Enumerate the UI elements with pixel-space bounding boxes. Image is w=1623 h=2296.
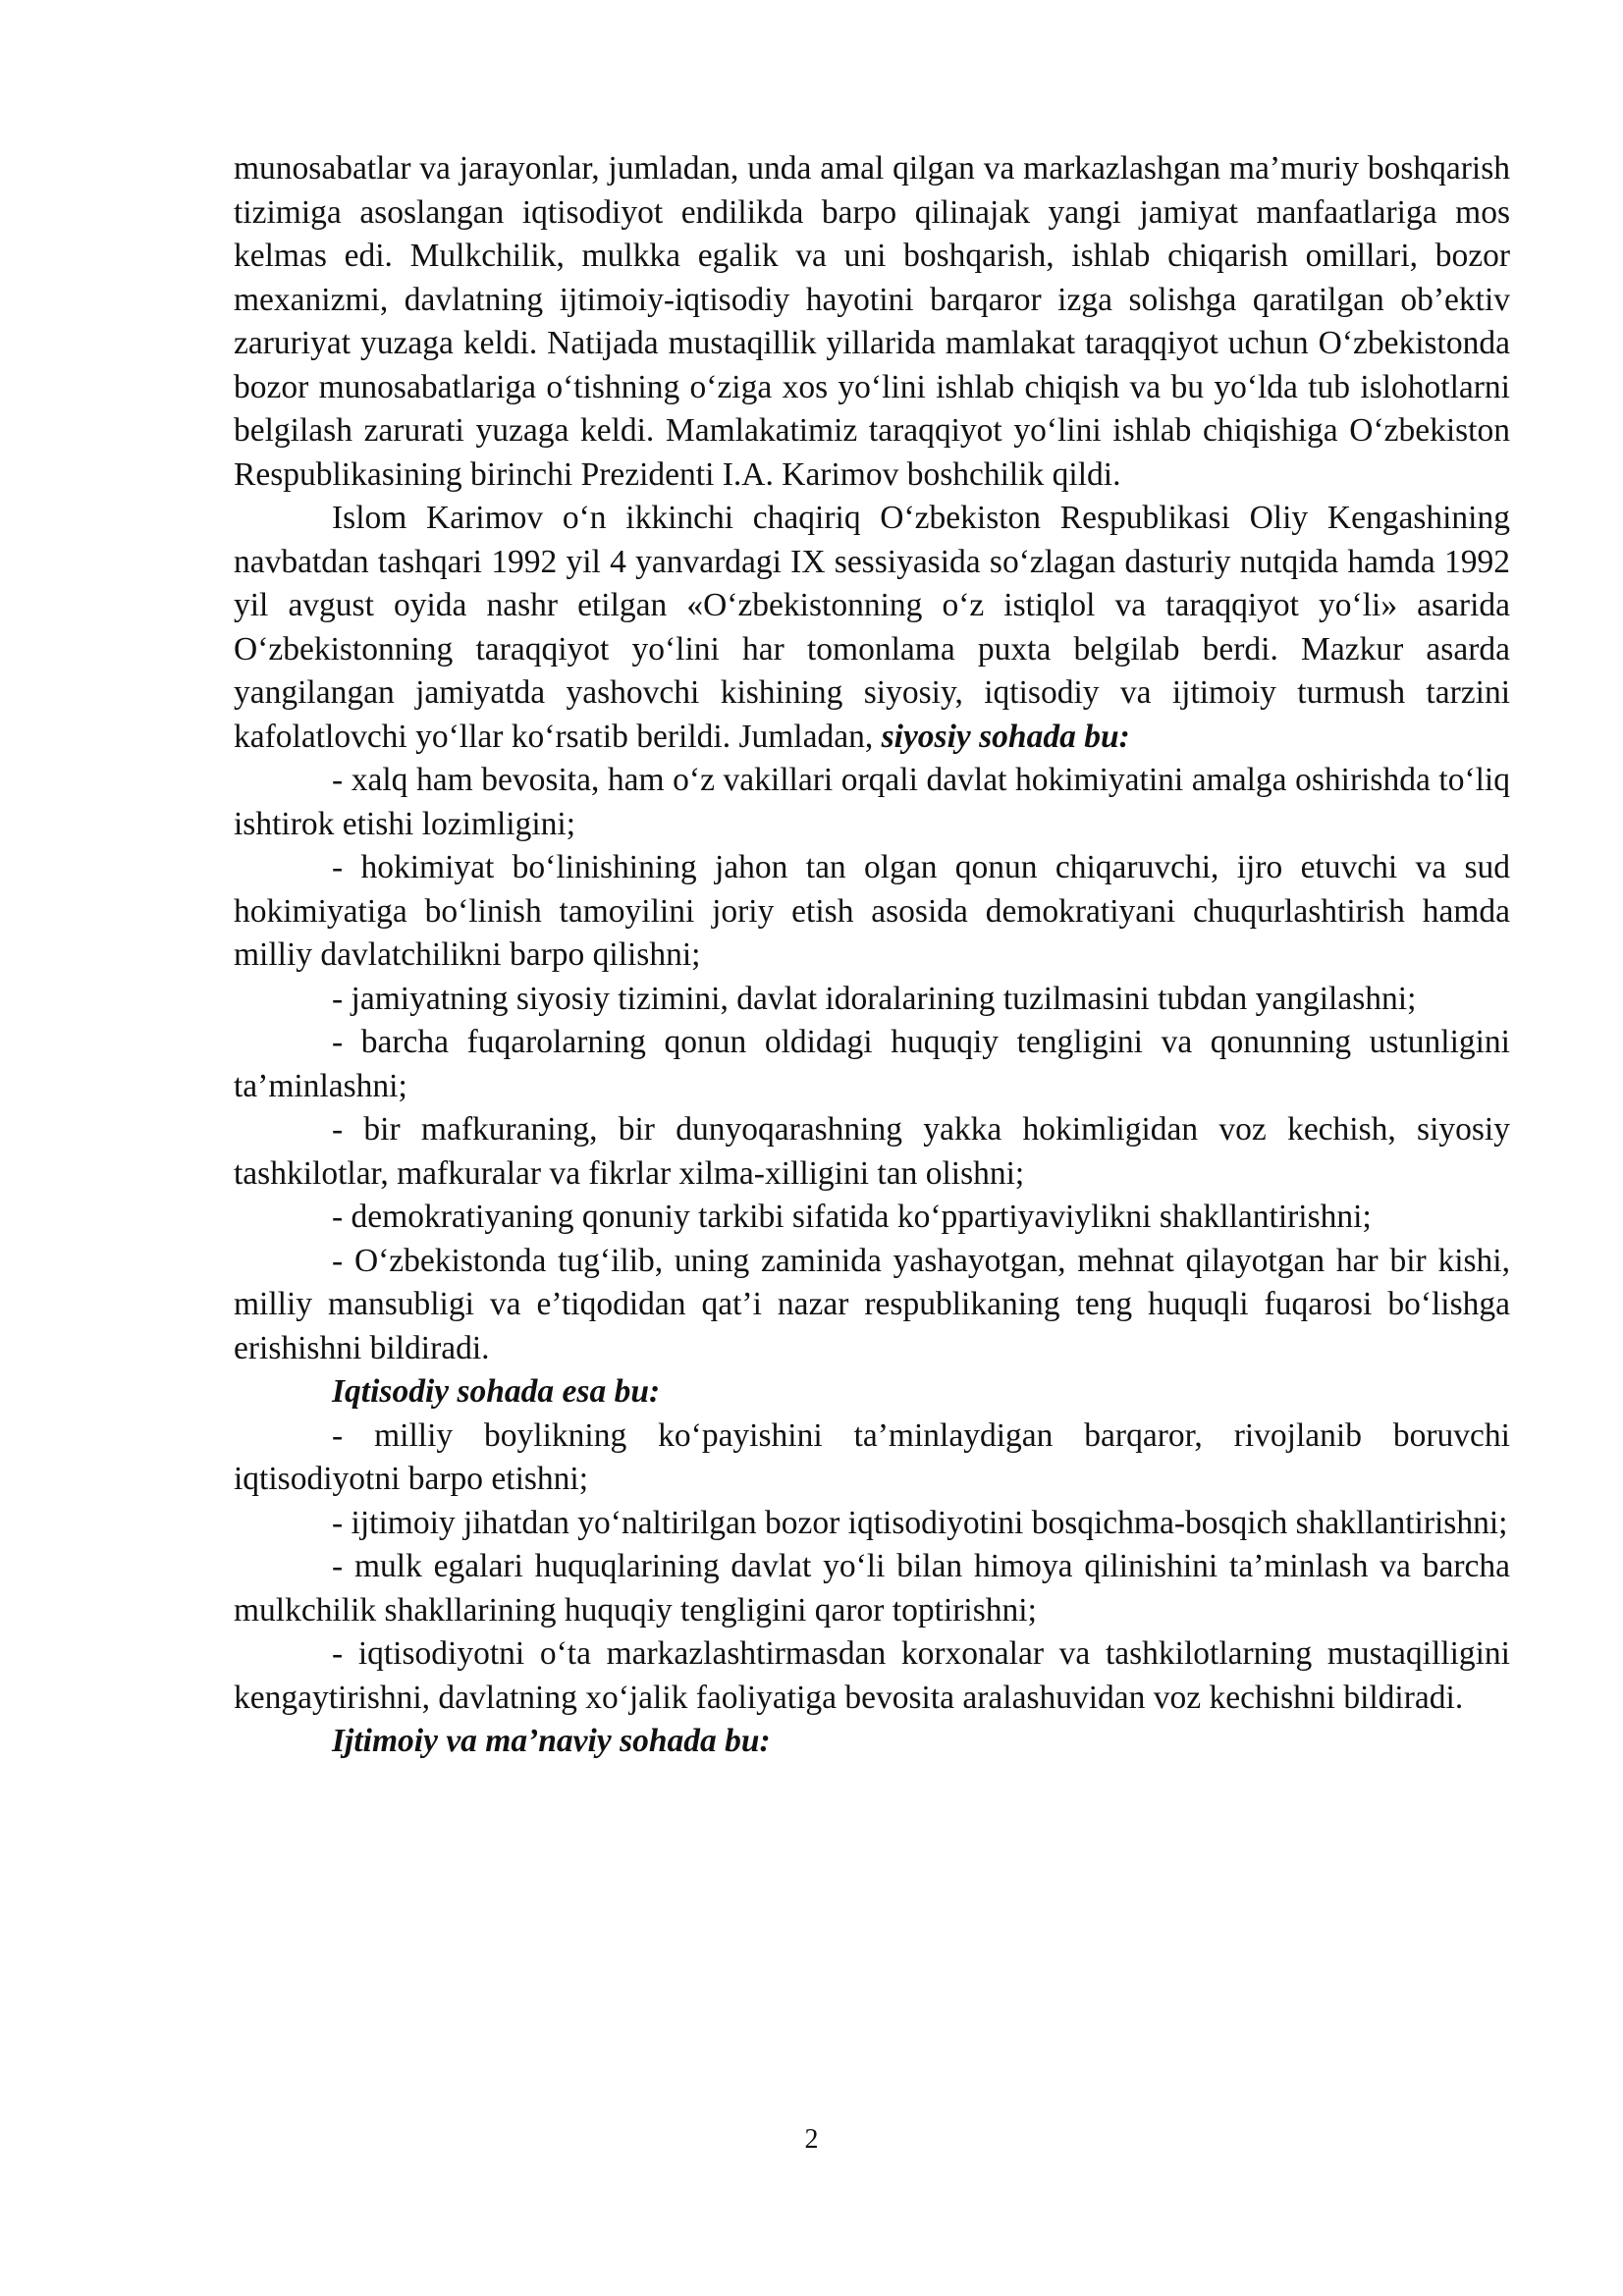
list-item: - hokimiyat bo‘linishining jahon tan olgan qonun chiqaruvchi, ijro etuvchi va sud hokimiyatiga bo‘linish tamoyilini joriy etish asosida demokratiyani chuqurlashtirish hamda milliy davlatchilikni barpo qilishni; [234, 849, 1510, 973]
list-item: - ijtimoiy jihatdan yo‘naltirilgan bozor iqtisodiyotini bosqichma-bosqich shakllantirishni; [332, 1504, 1508, 1541]
list-item: - xalq ham bevosita, ham o‘z vakillari orqali davlat hokimiyatini amalga oshirishda to‘liq ishtirok etishi lozimligini; [234, 762, 1510, 842]
paragraph-1: munosabatlar va jarayonlar, jumladan, unda amal qilgan va markazlashgan ma’muriy boshqarish tizimiga asoslangan iqtisodiyot endilikda barpo qilinajak yangi jamiyat manfaatlariga mos kelmas edi. Mulkchilik, mulkka egalik va uni boshqarish, ishlab chiqarish omillari, bozor mexanizmi, davlatning ijtimoiy-iqtisodiy hayotini barqaror izga solishga qaratilgan ob’ektiv zaruriyat yuzaga keldi. Natijada mustaqillik yillarida mamlakat taraqqiyot uchun O‘zbekistonda bozor munosabatlariga o‘tishning o‘ziga xos yo‘lini ishlab chiqish va bu yo‘lda tub islohotlarni belgilash zarurati yuzaga keldi. Mamlakatimiz taraqqiyot yo‘lini ishlab chiqishiga O‘zbekiston Respublikasining birinchi Prezidenti I.A. Karimov boshchilik qildi. [234, 150, 1510, 493]
list-item: - milliy boylikning ko‘payishini ta’minlaydigan barqaror, rivojlanib boruvchi iqtisodiyotni barpo etishni; [234, 1416, 1510, 1497]
paragraph-2-text: Islom Karimov o‘n ikkinchi chaqiriq O‘zbekiston Respublikasi Oliy Kengashining navbatdan tashqari 1992 yil 4 yanvardagi IX sessiyasida so‘zlagan dasturiy nutqida hamda 1992 yil avgust oyida nashr etilgan «O‘zbekistonning o‘z istiqlol va taraqqiyot yo‘li» asarida O‘zbekistonning taraqqiyot yo‘lini har tomonlama puxta belgilab berdi. Mazkur asarda yangilangan jamiyatda yashovchi kishining siyosiy, iqtisodiy va ijtimoiy turmush tarzini kafolatlovchi yo‘llar ko‘rsatib berildi. Jumladan, [234, 500, 1510, 755]
list-item: - demokratiyaning qonuniy tarkibi sifatida ko‘ppartiyaviylikni shakllantirishni; [332, 1199, 1372, 1235]
list-item: - bir mafkuraning, bir dunyoqarashning yakka hokimligidan voz kechish, siyosiy tashkilotlar, mafkuralar va fikrlar xilma-xilligini tan olishni; [234, 1111, 1510, 1192]
page-number: 2 [804, 2124, 819, 2155]
political-sphere-heading: siyosiy sohada bu: [881, 718, 1130, 755]
list-item: - barcha fuqarolarning qonun oldidagi huquqiy tengligini va qonunning ustunligini ta’minlashni; [234, 1024, 1510, 1104]
document-body [234, 147, 1510, 1764]
list-item: - mulk egalari huquqlarining davlat yo‘li bilan himoya qilinishini ta’minlash va barcha mulkchilik shakllarining huquqiy tengligini qaror toptirishni; [234, 1548, 1510, 1629]
economic-sphere-heading: Iqtisodiy sohada esa bu: [332, 1373, 661, 1410]
list-item: - jamiyatning siyosiy tizimini, davlat idoralarining tuzilmasini tubdan yangilashni; [332, 980, 1417, 1017]
social-sphere-heading: Ijtimoiy va ma’naviy sohada bu: [332, 1723, 771, 1759]
list-item: - O‘zbekistonda tug‘ilib, uning zaminida yashayotgan, mehnat qilayotgan har bir kishi, milliy mansubligi va e’tiqodidan qat’i nazar respublikaning teng huquqli fuqarosi bo‘lishga erishishni bildiradi. [234, 1242, 1510, 1366]
list-item: - iqtisodiyotni o‘ta markazlashtirmasdan korxonalar va tashkilotlarning mustaqilligini kengaytirishni, davlatning xo‘jalik faoliyatiga bevosita aralashuvidan voz kechishni bildiradi. [234, 1635, 1510, 1716]
paragraph-2 [234, 497, 1510, 759]
